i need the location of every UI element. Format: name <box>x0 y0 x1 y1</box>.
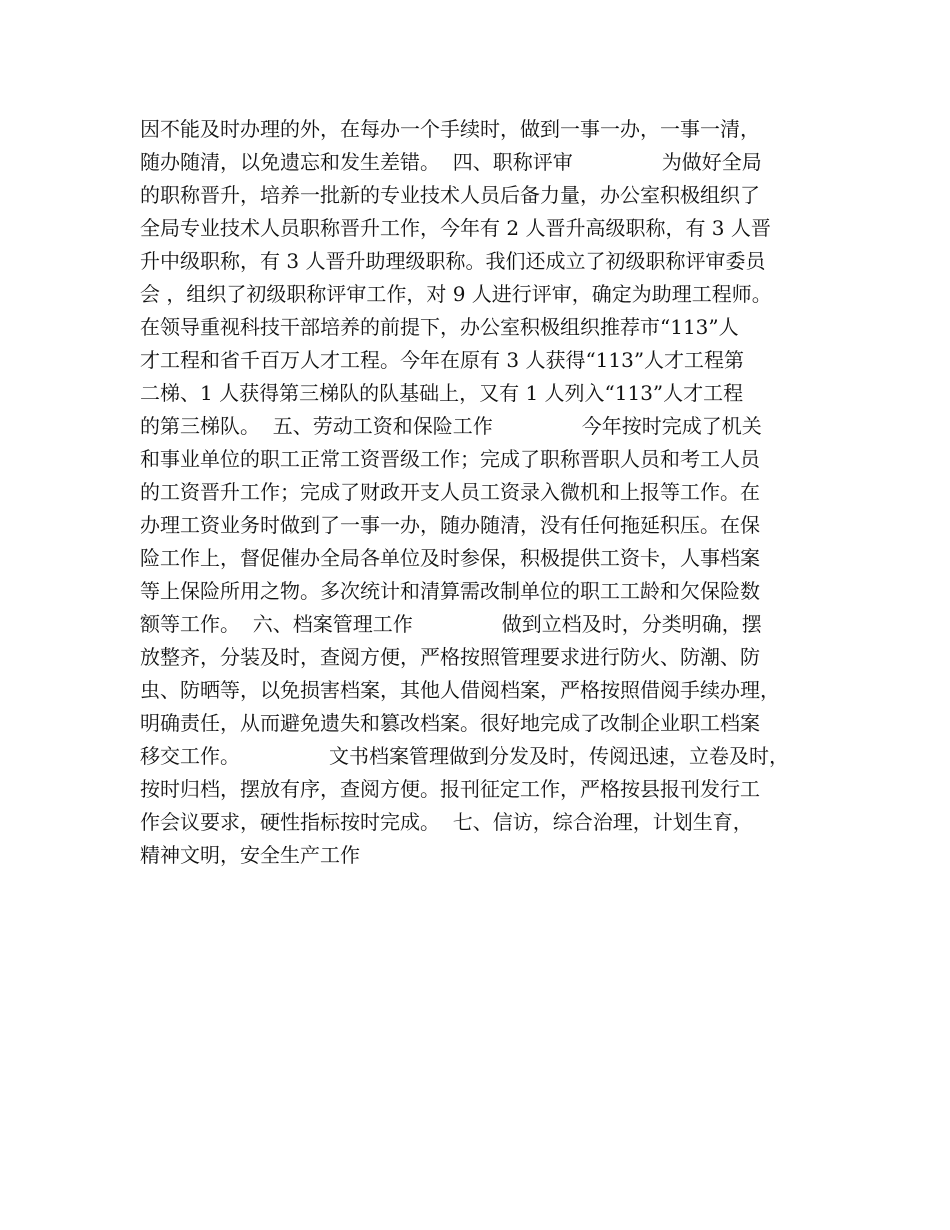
text-line: 在领导重视科技干部培养的前提下，办公室积极组织推荐市“113”人 <box>140 315 739 339</box>
text-line: 等上保险所用之物。多次统计和清算需改制单位的职工工龄和欠保险数 <box>140 579 760 603</box>
text-line: 的职称晋升，培养一批新的专业技术人员后备力量，办公室积极组织了 <box>140 183 760 207</box>
text-line: 险工作上，督促催办全局各单位及时参保，积极提供工资卡，人事档案 <box>140 546 760 570</box>
text-line: 和事业单位的职工正常工资晋级工作；完成了职称晋职人员和考工人员 <box>140 447 760 471</box>
text-line: 办理工资业务时做到了一事一办，随办随清，没有任何拖延积压。在保 <box>140 513 760 537</box>
text-line: 移交工作。 文书档案管理做到分发及时，传阅迅速，立卷及时， <box>140 744 790 768</box>
text-line: 升中级职称，有 3 人晋升助理级职称。我们还成立了初级职称评审委员 <box>140 249 766 273</box>
body-text <box>140 113 840 872</box>
text-line: 放整齐，分装及时，查阅方便，严格按照管理要求进行防火、防潮、防 <box>140 645 760 669</box>
text-line: 因不能及时办理的外，在每办一个手续时，做到一事一办，一事一清， <box>140 117 760 141</box>
text-line: 按时归档，摆放有序，查阅方便。报刊征定工作，严格按县报刊发行工 <box>140 777 760 801</box>
text-line: 会 ，组织了初级职称评审工作，对 9 人进行评审，确定为助理工程师。 <box>140 282 772 306</box>
text-line: 明确责任，从而避免遗失和篡改档案。很好地完成了改制企业职工档案 <box>140 711 760 735</box>
text-line: 额等工作。 六、档案管理工作 做到立档及时，分类明确，摆 <box>140 612 762 636</box>
text-line: 随办随清，以免遗忘和发生差错。 四、职称评审 为做好全局 <box>140 150 762 174</box>
text-line: 的第三梯队。 五、劳动工资和保险工作 今年按时完成了机关 <box>140 414 762 438</box>
text-line: 精神文明，安全生产工作 <box>140 843 360 867</box>
text-line: 才工程和省千百万人才工程。今年在原有 3 人获得“113”人才工程第 <box>140 348 745 372</box>
text-line: 全局专业技术人员职称晋升工作，今年有 2 人晋升高级职称，有 3 人晋 <box>140 216 771 240</box>
text-line: 二梯、1 人获得第三梯队的队基础上，又有 1 人列入“113”人才工程 <box>140 381 744 405</box>
text-line: 作会议要求，硬性指标按时完成。 七、信访，综合治理，计划生育， <box>140 810 753 834</box>
text-line: 的工资晋升工作；完成了财政开支人员工资录入微机和上报等工作。在 <box>140 480 760 504</box>
text-line: 虫、防晒等，以免损害档案，其他人借阅档案，严格按照借阅手续办理， <box>140 678 780 702</box>
